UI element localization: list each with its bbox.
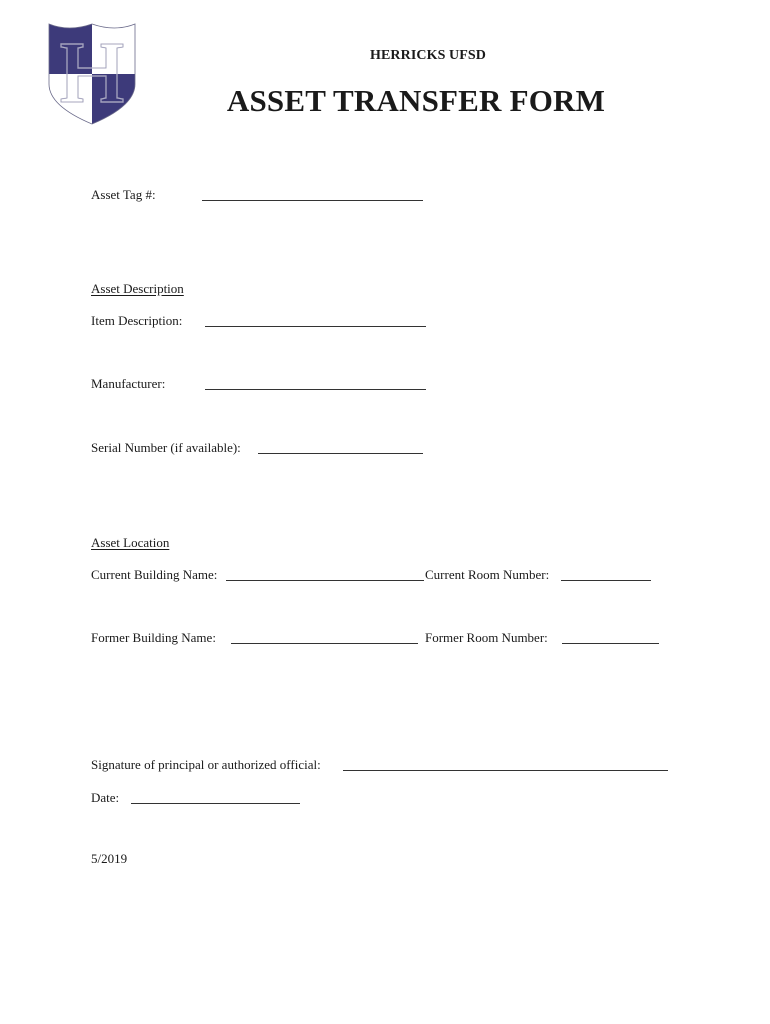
date-blank[interactable] <box>131 791 300 804</box>
form-title: ASSET TRANSFER FORM <box>226 83 606 118</box>
asset-tag-label: Asset Tag #: <box>91 187 156 202</box>
serial-number-blank[interactable] <box>258 441 423 454</box>
former-building-blank[interactable] <box>231 631 418 644</box>
current-building-label: Current Building Name: <box>91 567 218 582</box>
item-description-field[interactable] <box>205 314 426 332</box>
asset-tag-field[interactable] <box>202 188 423 206</box>
former-building-label: Former Building Name: <box>91 630 216 645</box>
manufacturer-blank[interactable] <box>205 377 426 390</box>
signature-field[interactable] <box>343 758 668 776</box>
current-building-field[interactable] <box>226 568 424 586</box>
asset-location-heading: Asset Location <box>91 535 170 550</box>
current-room-label: Current Room Number: <box>425 567 550 582</box>
form-revision-date: 5/2019 <box>91 851 128 866</box>
organization-name: HERRICKS UFSD <box>369 48 487 63</box>
serial-number-field[interactable] <box>258 441 423 459</box>
current-room-blank[interactable] <box>561 568 651 581</box>
former-room-blank[interactable] <box>562 631 659 644</box>
signature-label: Signature of principal or authorized official: <box>91 757 321 772</box>
former-room-label: Former Room Number: <box>425 630 548 645</box>
date-field[interactable] <box>131 791 300 809</box>
date-label: Date: <box>91 790 120 805</box>
current-building-blank[interactable] <box>226 568 424 581</box>
former-room-field[interactable] <box>562 631 659 649</box>
manufacturer-field[interactable] <box>205 377 426 395</box>
item-description-label: Item Description: <box>91 313 183 328</box>
current-room-field[interactable] <box>561 568 651 586</box>
serial-number-label: Serial Number (if available): <box>91 440 241 455</box>
asset-description-heading: Asset Description <box>91 281 184 296</box>
former-building-field[interactable] <box>231 631 418 649</box>
manufacturer-label: Manufacturer: <box>91 376 166 391</box>
asset-tag-blank[interactable] <box>202 188 423 201</box>
item-description-blank[interactable] <box>205 314 426 327</box>
signature-blank[interactable] <box>343 758 668 771</box>
